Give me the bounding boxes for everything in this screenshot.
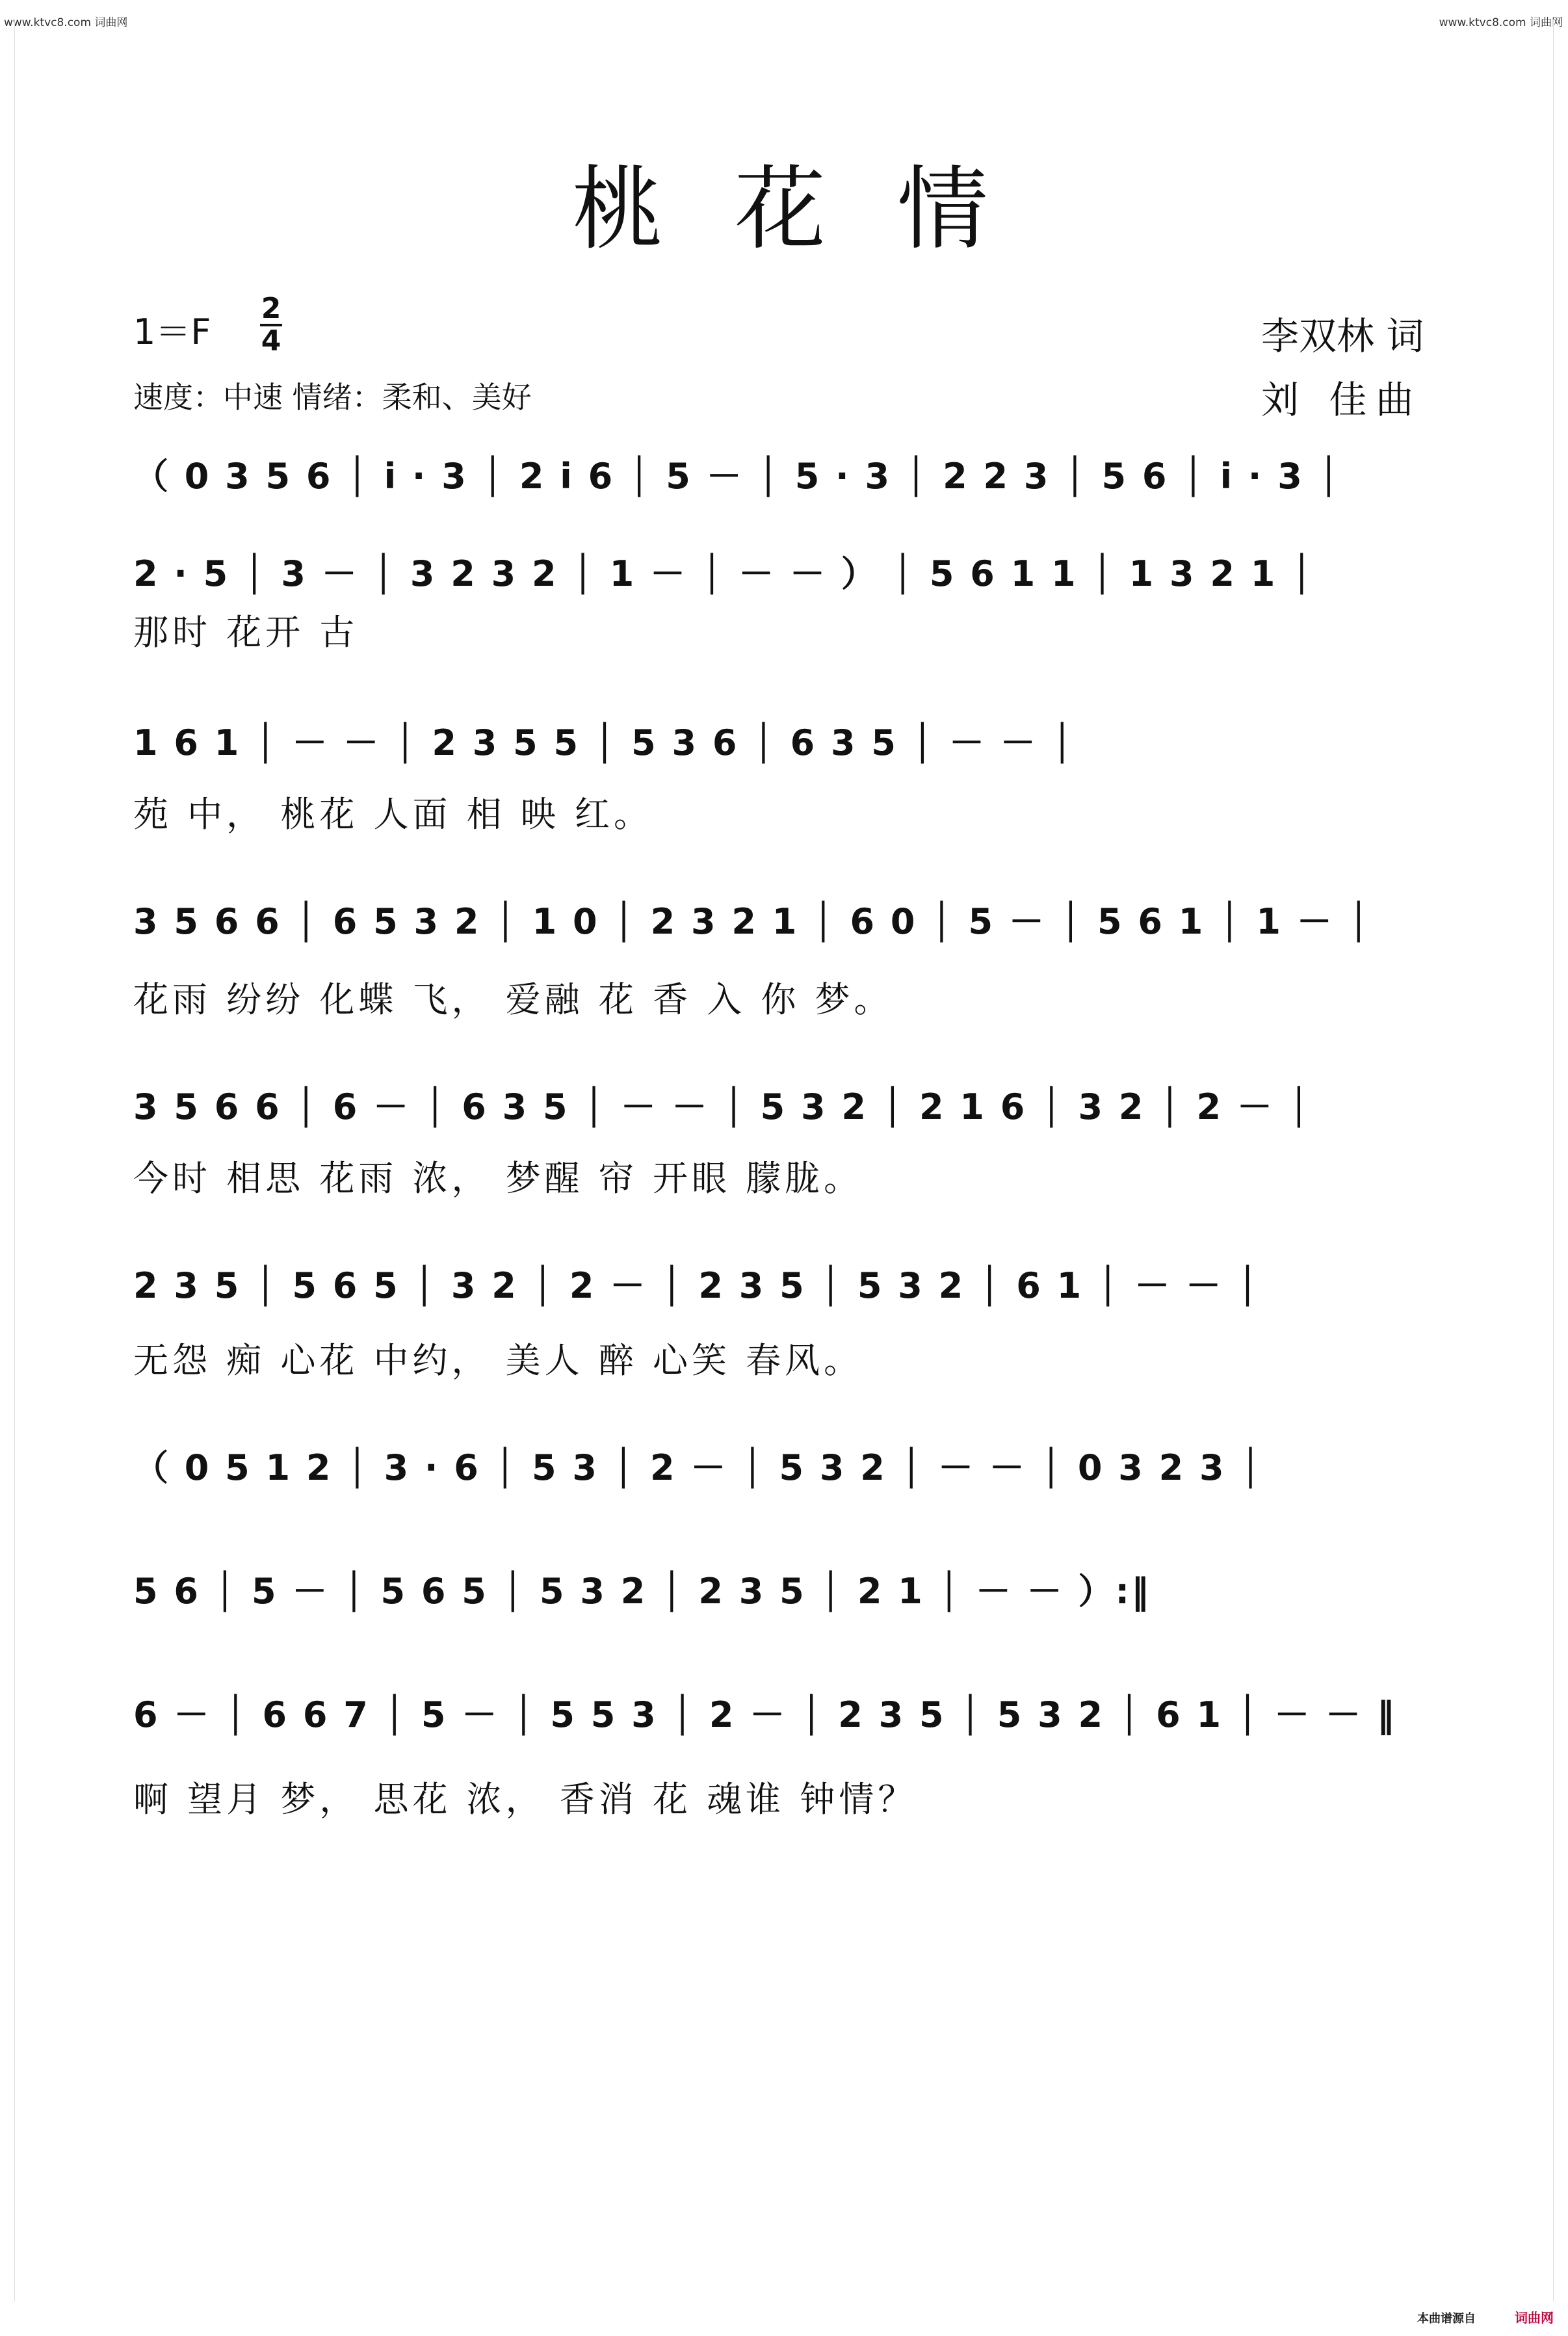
time-signature — [260, 294, 282, 356]
key-signature: 1＝F — [133, 311, 211, 352]
song-title: 桃花情 — [572, 157, 1060, 263]
lyric-line: 那时 花开 古 — [133, 612, 359, 653]
notation-line: 3 5 6 6 │ 6 5 3 2 │ 1 0 │ 2 3 2 1 │ 6 0 │ 5 － │ 5 6 1 │ 1 － │ — [133, 901, 1372, 942]
lyricist-credit: 李双林 词 — [1261, 314, 1424, 358]
lyric-line: 苑 中， 桃花 人面 相 映 红。 — [133, 794, 653, 835]
footer-site-logo: 词曲网 — [1515, 2310, 1554, 2326]
tempo-mood-line: 速度：中速 情绪：柔和、美好 — [133, 380, 532, 415]
lyric-line: 无怨 痴 心花 中约， 美人 醉 心笑 春风。 — [133, 1340, 863, 1381]
right-margin-strip — [1553, 20, 1568, 2302]
time-signature-bottom: 4 — [261, 324, 281, 358]
footer-source-label: 本曲谱源自 — [1417, 2312, 1476, 2326]
left-margin-strip — [0, 20, 15, 2302]
notation-line: 6 － │ 6 6 7 │ 5 － │ 5 5 3 │ 2 － │ 2 3 5 │ 5 3 2 │ 6 1 │ － － ‖ — [133, 1694, 1396, 1735]
notation-line: 3 5 6 6 │ 6 － │ 6 3 5 │ － － │ 5 3 2 │ 2 1 6 │ 3 2 │ 2 － │ — [133, 1086, 1312, 1127]
notation-line: 5 6 │ 5 － │ 5 6 5 │ 5 3 2 │ 2 3 5 │ 2 1 │ － － ）:‖ — [133, 1571, 1151, 1612]
time-signature-top: 2 — [261, 292, 281, 325]
lyric-line: 花雨 纷纷 化蝶 飞， 爱融 花 香 入 你 梦。 — [133, 979, 893, 1020]
lyric-line: 啊 望月 梦， 思花 浓， 香消 花 魂谁 钟情？ — [133, 1779, 917, 1820]
header-right-site: www.ktvc8.com 词曲网 — [1439, 16, 1563, 29]
notation-line: （ 0 3 5 6 │ i · 3 │ 2 i 6 │ 5 － │ 5 · 3 │ 2 2 3 │ 5 6 │ i · 3 │ — [133, 456, 1342, 497]
notation-line: 1 6 1 │ － － │ 2 3 5 5 │ 5 3 6 │ 6 3 5 │ － － │ — [133, 722, 1075, 763]
notation-line: 2 3 5 │ 5 6 5 │ 3 2 │ 2 － │ 2 3 5 │ 5 3 2 │ 6 1 │ － － │ — [133, 1265, 1261, 1306]
notation-line: （ 0 5 1 2 │ 3 · 6 │ 5 3 │ 2 － │ 5 3 2 │ － － │ 0 3 2 3 │ — [133, 1447, 1263, 1488]
notation-line: 2 · 5 │ 3 － │ 3 2 3 2 │ 1 － │ － － ） │ 5 6 1 1 │ 1 3 2 1 │ — [133, 553, 1314, 594]
lyric-line: 今时 相思 花雨 浓， 梦醒 帘 开眼 朦胧。 — [133, 1158, 863, 1199]
composer-credit: 刘 佳曲 — [1261, 378, 1423, 422]
header-left-site: www.ktvc8.com 词曲网 — [4, 16, 128, 29]
